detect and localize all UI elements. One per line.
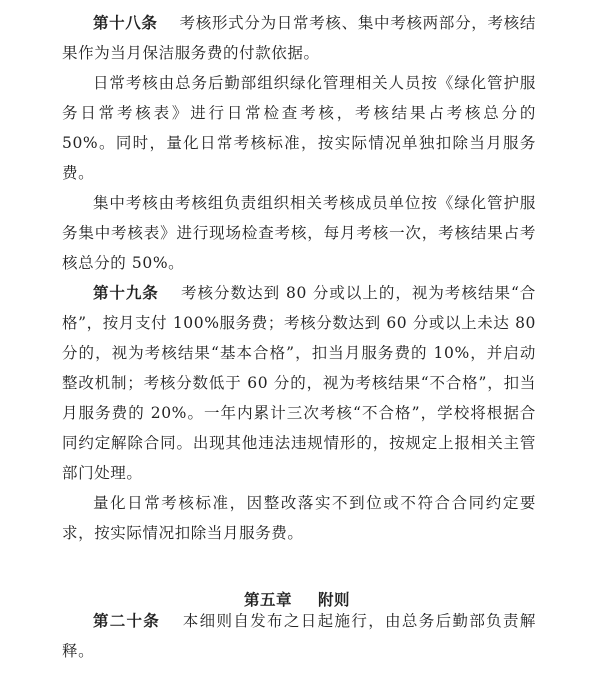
article-19-quantification-paragraph: 量化日常考核标准，因整改落实不到位或不符合合同约定要求，按实际情况扣除当月服务费。 [62, 494, 536, 542]
chapter-number: 第五章 [243, 591, 292, 609]
article-18-central-assessment-paragraph: 集中考核由考核组负责组织相关考核成员单位按《绿化管护服务集中考核表》进行现场检查考核，每月考核一次，考核结果占考核总分的 50%。 [62, 194, 536, 272]
article-18-text: 考核形式分为日常考核、集中考核两部分，考核结果作为当月保洁服务费的付款依据。 [62, 14, 536, 62]
article-18-paragraph [62, 0, 536, 68]
article-19-title: 第十九条 [93, 284, 159, 302]
article-18-daily-assessment-paragraph: 日常考核由总务后勤部组织绿化管理相关人员按《绿化管护服务日常考核表》进行日常检查考核，考核结果占考核总分的 50%。同时，量化日常考核标准，按实际情况单独扣除当月服务费。 [62, 74, 536, 182]
chapter-title: 附则 [318, 591, 351, 609]
article-19-text: 考核分数达到 80 分或以上的，视为考核结果“合格”，按月支付 100%服务费；考核分数达到 60 分或以上未达 80 分的，视为考核结果“基本合格”，扣当月服务费的 10%，并启动整改机制；考核分数低于 60 分的，视为考核结果“不合格”，扣当月服务费的 20%。一年内累计三次考核“不合格”，学校将根据合同约定解除合同。出现其他违法违规情形的，按规定上报相关主管部门处理。 [62, 284, 536, 482]
article-18-title: 第十八条 [93, 14, 158, 32]
article-20-paragraph [62, 606, 536, 666]
article-19-paragraph [62, 278, 536, 488]
article-20-text: 本细则自发布之日起施行，由总务后勤部负责解释。 [62, 612, 536, 660]
article-20-title: 第二十条 [93, 612, 161, 630]
